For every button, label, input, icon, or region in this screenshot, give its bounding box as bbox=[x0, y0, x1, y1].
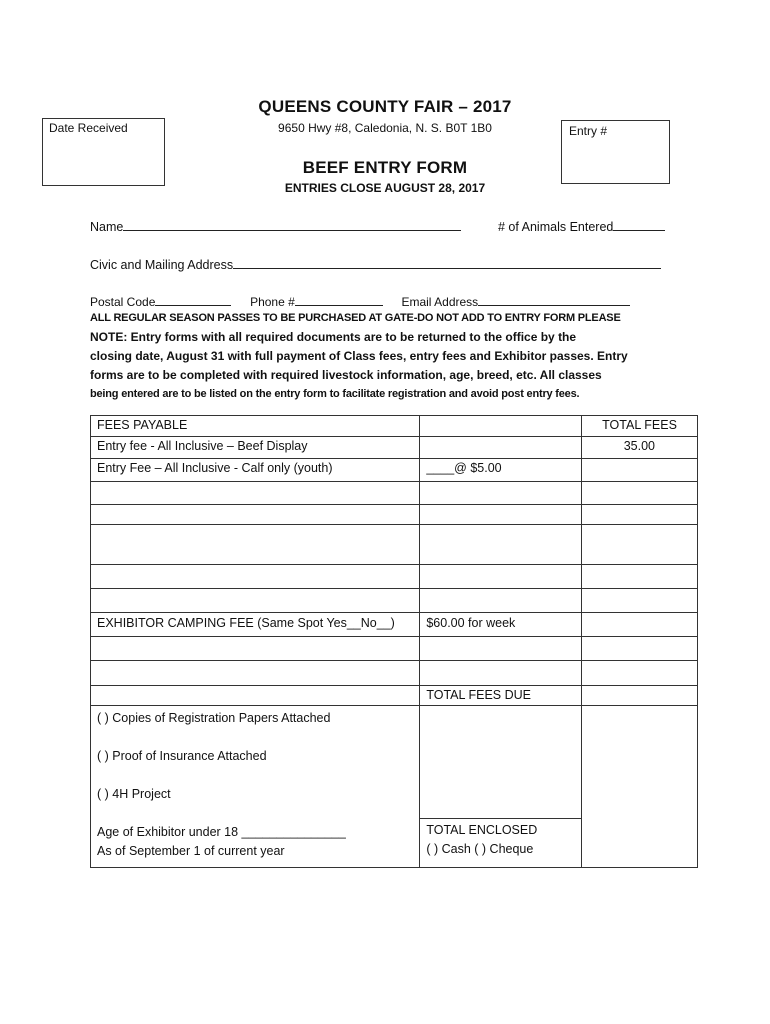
exhibitor-age-note: As of September 1 of current year bbox=[97, 844, 285, 858]
blank-cell[interactable] bbox=[420, 505, 582, 525]
notice-passes: ALL REGULAR SEASON PASSES TO BE PURCHASED AT GATE-DO NOT ADD TO ENTRY FORM PLEASE bbox=[90, 312, 621, 324]
total-fees-due-label: TOTAL FEES DUE bbox=[420, 686, 582, 706]
blank-cell[interactable] bbox=[582, 525, 698, 565]
date-received-label: Date Received bbox=[49, 121, 128, 135]
blank-cell[interactable] bbox=[420, 525, 582, 565]
address-label: Civic and Mailing Address bbox=[90, 258, 234, 272]
blank-cell[interactable] bbox=[420, 565, 582, 589]
table-header-row bbox=[91, 416, 698, 437]
table-row bbox=[91, 459, 698, 482]
animals-label: # of Animals Entered bbox=[498, 220, 614, 234]
postal-label: Postal Code bbox=[90, 295, 156, 309]
form-title: BEEF ENTRY FORM bbox=[302, 158, 468, 177]
camping-total-cell[interactable] bbox=[582, 613, 698, 637]
table-row bbox=[91, 613, 698, 637]
email-label: Email Address bbox=[401, 295, 479, 309]
table-row bbox=[91, 525, 698, 565]
total-fees-header: TOTAL FEES bbox=[582, 416, 698, 437]
note-line-1: NOTE: Entry forms with all required documents are to be returned to the office by the bbox=[90, 330, 577, 344]
camping-fee: EXHIBITOR CAMPING FEE (Same Spot Yes__No__) bbox=[91, 613, 420, 637]
4h-project-checkbox[interactable]: ( ) 4H Project bbox=[97, 787, 171, 801]
rate-header bbox=[420, 416, 582, 437]
blank-cell[interactable] bbox=[582, 589, 698, 613]
postal-input[interactable] bbox=[155, 293, 231, 306]
blank-cell[interactable] bbox=[91, 661, 420, 686]
blank-cell[interactable] bbox=[420, 589, 582, 613]
attachments-cell bbox=[91, 706, 420, 868]
total-enclosed-cell bbox=[420, 819, 582, 868]
blank-cell[interactable] bbox=[582, 565, 698, 589]
blank-cell[interactable] bbox=[91, 589, 420, 613]
note-line-4: being entered are to be listed on the entry form to facilitate registration and avoid post entry fees. bbox=[90, 388, 580, 400]
phone-label: Phone # bbox=[250, 295, 295, 309]
animals-row bbox=[498, 218, 665, 234]
table-row bbox=[91, 637, 698, 661]
address-row bbox=[90, 256, 661, 272]
entry-number-label: Entry # bbox=[569, 124, 608, 138]
blank-cell[interactable] bbox=[91, 482, 420, 505]
blank-cell[interactable] bbox=[420, 706, 582, 819]
table-row bbox=[91, 661, 698, 686]
table-row bbox=[91, 482, 698, 505]
name-row bbox=[90, 218, 461, 234]
blank-cell[interactable] bbox=[91, 686, 420, 706]
blank-cell[interactable] bbox=[420, 637, 582, 661]
table-row bbox=[91, 437, 698, 459]
table-row bbox=[91, 505, 698, 525]
table-row bbox=[91, 686, 698, 706]
blank-cell[interactable] bbox=[91, 505, 420, 525]
name-input[interactable] bbox=[123, 218, 461, 231]
note-line-3: forms are to be completed with required livestock information, age, breed, etc. All classes bbox=[90, 368, 602, 382]
animals-input[interactable] bbox=[613, 218, 665, 231]
table-row bbox=[91, 589, 698, 613]
fees-table bbox=[90, 415, 698, 868]
fees-payable-header: FEES PAYABLE bbox=[91, 416, 420, 437]
contact-row bbox=[90, 293, 630, 309]
exhibitor-age-field[interactable]: Age of Exhibitor under 18 _______________ bbox=[97, 825, 346, 839]
blank-cell[interactable] bbox=[91, 565, 420, 589]
name-label: Name bbox=[90, 220, 124, 234]
blank-cell[interactable] bbox=[582, 505, 698, 525]
table-row bbox=[91, 565, 698, 589]
calf-rate[interactable]: ____@ $5.00 bbox=[420, 459, 582, 482]
blank-cell[interactable] bbox=[420, 661, 582, 686]
table-row bbox=[91, 706, 698, 819]
total-enclosed-amount-cell[interactable] bbox=[582, 706, 698, 868]
fair-address: 9650 Hwy #8, Caledonia, N. S. B0T 1B0 bbox=[278, 121, 492, 135]
beef-display-rate-cell[interactable] bbox=[420, 437, 582, 459]
blank-cell[interactable] bbox=[582, 637, 698, 661]
total-enclosed-label: TOTAL ENCLOSED bbox=[426, 823, 538, 837]
page-title: QUEENS COUNTY FAIR – 2017 bbox=[258, 97, 512, 116]
insurance-checkbox[interactable]: ( ) Proof of Insurance Attached bbox=[97, 749, 267, 763]
blank-cell[interactable] bbox=[420, 482, 582, 505]
blank-cell[interactable] bbox=[91, 637, 420, 661]
email-input[interactable] bbox=[478, 293, 630, 306]
note-line-2: closing date, August 31 with full payment of Class fees, entry fees and Exhibitor passes. Entry bbox=[90, 349, 628, 363]
blank-cell[interactable] bbox=[91, 525, 420, 565]
camping-rate: $60.00 for week bbox=[420, 613, 582, 637]
address-input[interactable] bbox=[233, 256, 661, 269]
phone-input[interactable] bbox=[295, 293, 383, 306]
blank-cell[interactable] bbox=[582, 482, 698, 505]
instructions bbox=[90, 309, 710, 404]
blank-cell[interactable] bbox=[582, 661, 698, 686]
registration-papers-checkbox[interactable]: ( ) Copies of Registration Papers Attached bbox=[97, 711, 331, 725]
entries-deadline: ENTRIES CLOSE AUGUST 28, 2017 bbox=[284, 181, 486, 195]
beef-display-total: 35.00 bbox=[582, 437, 698, 459]
total-fees-due-cell[interactable] bbox=[582, 686, 698, 706]
beef-display-fee: Entry fee - All Inclusive – Beef Display bbox=[91, 437, 420, 459]
calf-total-cell[interactable] bbox=[582, 459, 698, 482]
payment-method[interactable]: ( ) Cash ( ) Cheque bbox=[426, 842, 534, 856]
calf-fee: Entry Fee – All Inclusive - Calf only (youth) bbox=[91, 459, 420, 482]
